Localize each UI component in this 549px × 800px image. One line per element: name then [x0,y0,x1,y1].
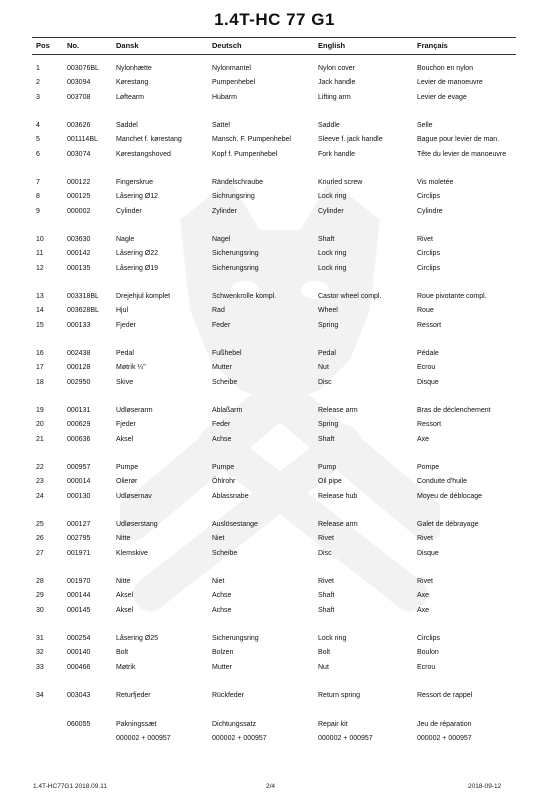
part-name-english: Pump [318,464,337,471]
part-number: 000140 [67,649,91,657]
part-number: 003626 [67,122,91,129]
header-rule-bottom [32,54,516,55]
part-name-francais: Circlips [417,635,440,642]
part-name-english: Bolt [318,649,331,657]
part-number: 002438 [67,350,91,357]
part-name-deutsch: Kopf f. Pumpenhebel [212,150,278,158]
page-title: 1.4T-HC 77 G1 [214,10,335,29]
part-name-deutsch: Hubarm [212,93,237,101]
part-pos: 17 [36,364,44,372]
part-name-dansk: Drejehjul komplet [116,293,171,300]
part-name-deutsch: Fußhebel [212,350,242,357]
part-number: 000636 [67,435,91,443]
part-name-english: Repair kit [318,720,348,728]
part-name-english: Lock ring [318,193,347,201]
part-name-deutsch: Pumpe [212,464,235,471]
part-name-francais: Levier de manoeuvre [417,79,483,87]
part-name-english: Jack handle [318,79,356,87]
part-name-dansk: Fjeder [116,421,136,429]
part-name-deutsch: Nagel [212,236,231,243]
part-name-deutsch: Nylonmantel [212,65,251,72]
part-name-francais: Ressort de rappel [417,692,473,699]
table-row [36,475,514,489]
part-name-francais: Pédale [417,350,439,357]
part-name-francais: Bras de déclenchement [417,407,491,414]
part-pos: 4 [36,122,40,129]
part-name-dansk: Nitte [116,535,131,543]
row-spacer [36,162,514,176]
part-name-deutsch: Rad [212,307,225,315]
row-spacer [36,561,514,575]
part-name-francais: Ecrou [417,663,436,671]
part-number: 001114BL [67,136,98,144]
table-row [36,461,514,475]
part-pos: 18 [36,378,44,386]
table-row [36,262,514,276]
table-row [36,718,514,732]
part-name-dansk: Møtrik ¼" [116,364,146,372]
part-pos: 1 [36,65,40,72]
part-name-deutsch: Schwenkrolle kompl. [212,293,277,300]
part-number: 003318BL [67,293,99,300]
part-name-francais: Ressort [417,321,442,329]
part-name-francais: Cylindre [417,207,443,215]
part-name-english: Nut [318,663,329,671]
table-row [36,532,514,546]
part-pos: 9 [36,207,40,215]
parts-table [36,62,514,746]
header-english: English [318,41,346,50]
part-number: 000133 [67,321,91,329]
table-row [36,689,514,703]
part-pos: 23 [36,478,44,486]
part-name-english: Spring [318,321,339,329]
part-number: 001970 [67,578,91,585]
table-row [36,304,514,318]
row-spacer [36,105,514,119]
table-row [36,361,514,375]
part-name-deutsch: Feder [212,421,231,429]
part-pos: 19 [36,407,44,414]
part-pos: 13 [36,293,44,300]
part-pos: 22 [36,464,44,471]
part-name-dansk: Cylinder [116,207,142,215]
part-number: 000957 [67,464,91,471]
part-name-francais: Roue pivotante compl. [417,293,487,300]
part-pos: 27 [36,549,44,557]
part-name-english: Nut [318,364,329,372]
part-name-english: Lock ring [318,264,347,272]
part-number: 000254 [67,635,91,642]
part-pos: 30 [36,606,44,614]
part-name-dansk: Låsering Ø12 [116,193,159,201]
part-name-francais: Circlips [417,264,440,272]
table-row [36,547,514,561]
row-spacer [36,390,514,404]
part-name-english: Lifting arm [318,93,351,101]
part-name-francais: Conduite d'huile [417,478,467,486]
row-spacer [36,333,514,347]
table-header [36,41,514,55]
table-row [36,347,514,361]
part-name-english: Return spring [318,692,361,699]
part-number: 000002 [67,207,91,215]
table-row [36,661,514,675]
part-name-francais: Disque [417,378,439,386]
part-name-english: Lock ring [318,635,347,642]
part-pos: 26 [36,535,44,543]
part-pos: 21 [36,435,44,443]
part-name-deutsch: Pumpenhebel [212,79,256,87]
part-name-deutsch: Niet [212,535,225,543]
part-name-deutsch: Sicherungsring [212,635,259,642]
part-name-francais: Tête du levier de manoeuvre [417,150,507,158]
part-name-dansk: Nagle [116,236,135,243]
part-name-english: Oil pipe [318,478,342,486]
part-name-deutsch: Rückfeder [212,692,244,699]
row-spacer [36,447,514,461]
part-name-english: Knurled screw [318,179,363,186]
part-name-english: Rivet [318,535,334,543]
table-row [36,62,514,76]
part-pos: 7 [36,179,40,186]
part-name-francais: Bouchon en nylon [417,65,474,72]
table-row [36,133,514,147]
table-row [36,233,514,247]
part-name-deutsch: Ablaßarm [212,407,243,414]
header-francais: Français [417,41,448,50]
part-number: 000122 [67,179,91,186]
part-name-dansk: Klemskive [116,549,148,557]
part-pos: 20 [36,421,44,429]
part-number: 000125 [67,193,91,201]
part-name-francais: Ecrou [417,364,436,372]
part-number: 000135 [67,264,91,272]
part-number: 003043 [67,692,91,699]
table-row [36,290,514,304]
part-name-dansk: Nitte [116,578,131,585]
table-row [36,646,514,660]
part-name-deutsch: Sichrungsring [212,193,255,201]
part-name-dansk: Låsering Ø19 [116,264,159,272]
part-pos: 33 [36,663,44,671]
part-name-deutsch: Bolzen [212,649,234,657]
part-name-english: Shaft [318,236,335,243]
part-pos: 2 [36,79,40,87]
part-pos: 12 [36,264,44,272]
part-name-english: Release arm [318,521,358,528]
part-name-deutsch: Sicherungsring [212,264,259,272]
part-number: 002950 [67,378,91,386]
header-rule-top [32,37,516,38]
part-name-english: Nylon cover [318,65,355,72]
table-row [36,604,514,618]
part-number: 000128 [67,364,91,372]
part-name-dansk: Olierør [116,478,138,486]
part-name-english: Release arm [318,407,358,414]
part-name-dansk: Aksel [116,592,134,600]
part-name-deutsch: Öhlrohr [212,478,236,486]
part-name-dansk: Udløserarm [116,407,153,414]
part-name-dansk: Hjul [116,307,129,315]
part-name-dansk: Skive [116,378,134,386]
part-name-deutsch: Niet [212,578,225,585]
part-name-francais: Roue [417,307,434,315]
part-pos: 25 [36,521,44,528]
header-no: No. [67,41,80,50]
part-number: 000127 [67,521,91,528]
row-spacer [36,618,514,632]
part-name-francais: Boulon [417,649,439,657]
table-row [36,247,514,261]
row-spacer [36,703,514,717]
part-name-dansk: Returfjeder [116,692,151,699]
part-pos: 29 [36,592,44,600]
part-number: 000466 [67,663,91,671]
part-name-english: Spring [318,421,339,429]
part-name-francais: Circlips [417,193,440,201]
part-name-francais: Axe [417,435,430,443]
table-row [36,91,514,105]
part-name-francais: Pompe [417,464,440,471]
row-spacer [36,504,514,518]
part-number: 003074 [67,150,91,158]
part-name-deutsch: Scheibe [212,378,238,386]
part-number: 002795 [67,535,91,543]
part-name-deutsch: 000002 + 000957 [212,734,267,742]
table-row [36,76,514,90]
part-name-dansk: Saddel [116,122,138,129]
part-name-francais: Rivet [417,236,433,243]
table-row [36,518,514,532]
part-name-deutsch: Achse [212,606,232,614]
part-name-dansk: Låsering Ø25 [116,635,159,642]
footer-page-number: 2/4 [266,783,276,790]
part-name-dansk: Pumpe [116,464,139,471]
part-name-dansk: Kørestangshoved [116,150,171,158]
part-name-francais: 000002 + 000957 [417,734,472,742]
part-name-english: Rivet [318,578,334,585]
part-number: 003094 [67,79,91,87]
part-pos: 34 [36,692,44,699]
table-row [36,490,514,504]
part-number: 003628BL [67,307,99,315]
table-row [36,404,514,418]
part-name-dansk: Udløserstang [116,521,158,528]
part-name-francais: Rivet [417,578,433,585]
part-name-deutsch: Mansch. F. Pumpenhebel [212,136,291,144]
part-name-english: Cylinder [318,207,344,215]
part-pos: 14 [36,307,44,315]
part-pos: 11 [36,250,44,258]
part-number: 003708 [67,93,91,101]
part-name-english: Lock ring [318,250,347,258]
header-pos: Pos [36,41,50,50]
part-name-dansk: Pakningssæt [116,720,157,728]
part-number: 000142 [67,250,91,258]
header-deutsch: Deutsch [212,41,242,50]
part-name-english: Sleeve f. jack handle [318,136,383,144]
part-name-dansk: Møtrik [116,663,136,671]
table-row [36,205,514,219]
part-name-dansk: Fingerskrue [116,179,153,186]
part-name-deutsch: Achse [212,592,232,600]
part-pos: 24 [36,492,44,500]
part-number: 000629 [67,421,91,429]
part-pos: 31 [36,635,44,642]
table-row [36,575,514,589]
part-name-dansk: Aksel [116,606,134,614]
part-name-deutsch: Ablassnabe [212,492,249,500]
table-row [36,148,514,162]
part-name-dansk: Låsering Ø22 [116,250,159,258]
part-name-english: Release hub [318,492,358,500]
part-number: 000144 [67,592,91,600]
part-name-english: Disc [318,549,332,557]
part-name-dansk: Bolt [116,649,129,657]
part-number: 000130 [67,492,91,500]
header-dansk: Dansk [116,41,139,50]
part-number: 003076BL [67,65,99,72]
part-name-francais: Selle [417,122,433,129]
part-name-francais: Axe [417,606,430,614]
part-name-deutsch: Scheibe [212,549,238,557]
footer-date: 2018-09-12 [468,783,502,790]
part-name-francais: Levier de evage [417,93,467,101]
part-name-english: Pedal [318,350,336,357]
part-pos: 6 [36,150,40,158]
table-row [36,589,514,603]
part-name-deutsch: Dichtungssatz [212,720,256,728]
part-name-english: Shaft [318,592,335,600]
part-name-deutsch: Achse [212,435,232,443]
part-name-dansk: Aksel [116,435,134,443]
part-name-dansk: Pedal [116,350,134,357]
part-name-english: Shaft [318,435,335,443]
part-name-deutsch: Rändelschraube [212,179,263,186]
part-name-francais: Circlips [417,250,440,258]
table-row [36,418,514,432]
part-name-dansk: Løftearm [116,93,145,101]
part-number: 000131 [67,407,91,414]
part-name-francais: Bague pour levier de man. [417,136,500,144]
part-name-deutsch: Sicherungsring [212,250,259,258]
table-row [36,190,514,204]
part-name-deutsch: Auslösestange [212,521,258,528]
part-number: 003630 [67,236,91,243]
part-name-english: Castor wheel compl. [318,293,382,300]
part-name-dansk: Udløsernav [116,492,152,500]
part-name-english: Shaft [318,606,335,614]
part-name-francais: Vis moletée [417,179,454,186]
table-row [36,119,514,133]
table-row [36,732,514,746]
part-pos: 10 [36,236,44,243]
part-pos: 5 [36,136,40,144]
part-pos: 16 [36,350,44,357]
part-name-dansk: Manchet f. kørestang [116,136,182,144]
part-name-dansk: Fjeder [116,321,136,329]
part-number: 000014 [67,478,91,486]
part-pos: 32 [36,649,44,657]
table-row [36,376,514,390]
part-number: 001971 [67,549,91,557]
part-name-francais: Axe [417,592,430,600]
part-name-deutsch: Mutter [212,364,232,372]
part-name-deutsch: Sattel [212,122,230,129]
footer-document-id: 1.4T-HC77G1 2018.09.11 [33,783,107,790]
table-row [36,433,514,447]
part-name-english: Fork handle [318,150,355,158]
part-pos: 8 [36,193,40,201]
table-row [36,632,514,646]
part-name-francais: Ressort [417,421,442,429]
row-spacer [36,675,514,689]
row-spacer [36,219,514,233]
part-name-deutsch: Zylinder [212,207,237,215]
part-name-deutsch: Mutter [212,663,232,671]
part-name-english: Wheel [318,307,338,315]
part-pos: 28 [36,578,44,585]
part-name-dansk: Nylonhætte [116,65,152,72]
part-name-francais: Moyeu de déblocage [417,492,482,500]
part-name-english: 000002 + 000957 [318,734,373,742]
part-name-dansk: 000002 + 000957 [116,734,171,742]
part-name-francais: Rivet [417,535,433,543]
row-spacer [36,276,514,290]
part-pos: 3 [36,93,40,101]
part-number: 060055 [67,720,91,728]
table-row [36,319,514,333]
part-name-francais: Galet de débrayage [417,521,479,528]
part-name-english: Saddle [318,122,340,129]
table-row [36,176,514,190]
part-number: 000145 [67,606,91,614]
part-name-francais: Disque [417,549,439,557]
part-name-dansk: Kørestang [116,79,149,87]
part-name-francais: Jeu de réparation [417,720,472,728]
part-pos: 15 [36,321,44,329]
part-name-deutsch: Feder [212,321,231,329]
part-name-english: Disc [318,378,332,386]
